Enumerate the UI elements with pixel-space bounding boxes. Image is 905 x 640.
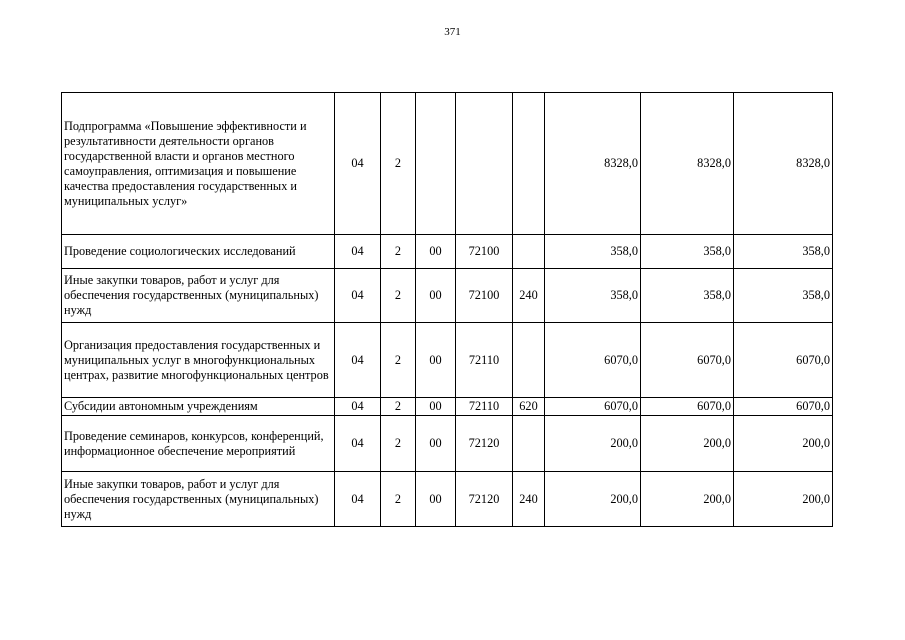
row-name: Организация предоставления государственных и муниципальных услуг в многофункциональных центрах, развитие многофункциональных центров: [62, 323, 335, 398]
cell-c5: [513, 323, 545, 398]
cell-c3: 00: [416, 472, 456, 527]
row-name: Проведение семинаров, конкурсов, конференций, информационное обеспечение мероприятий: [62, 416, 335, 472]
cell-c3: 00: [416, 323, 456, 398]
cell-c5: 620: [513, 398, 545, 416]
cell-c4: 72100: [456, 235, 513, 269]
table-row: [62, 416, 833, 472]
table-row: [62, 398, 833, 416]
cell-c3: 00: [416, 416, 456, 472]
row-name: Проведение социологических исследований: [62, 235, 335, 269]
cell-v2: 358,0: [641, 235, 734, 269]
cell-c5: [513, 235, 545, 269]
cell-v3: 358,0: [734, 235, 833, 269]
cell-v2: 6070,0: [641, 323, 734, 398]
cell-v3: 200,0: [734, 472, 833, 527]
cell-c5: 240: [513, 472, 545, 527]
cell-c2: 2: [381, 416, 416, 472]
cell-v1: 200,0: [545, 416, 641, 472]
cell-v1: 358,0: [545, 269, 641, 323]
table-row: [62, 93, 833, 235]
budget-table: [61, 92, 833, 527]
table-row: [62, 472, 833, 527]
cell-c4: 72110: [456, 323, 513, 398]
cell-c1: 04: [335, 269, 381, 323]
row-name: Подпрограмма «Повышение эффективности и результативности деятельности органов государственной власти и органов местного самоуправления, оптимизация и повышение качества предоставления государственных и муниципальных услуг»: [62, 93, 335, 235]
cell-c3: 00: [416, 269, 456, 323]
cell-v3: 8328,0: [734, 93, 833, 235]
cell-c4: 72120: [456, 472, 513, 527]
cell-c2: 2: [381, 472, 416, 527]
cell-v3: 6070,0: [734, 398, 833, 416]
cell-c4: 72100: [456, 269, 513, 323]
cell-c1: 04: [335, 235, 381, 269]
cell-c3: 00: [416, 235, 456, 269]
cell-v1: 358,0: [545, 235, 641, 269]
cell-v2: 8328,0: [641, 93, 734, 235]
cell-c3: 00: [416, 398, 456, 416]
cell-c2: 2: [381, 269, 416, 323]
cell-c1: 04: [335, 398, 381, 416]
cell-v3: 200,0: [734, 416, 833, 472]
cell-c5: 240: [513, 269, 545, 323]
cell-c1: 04: [335, 93, 381, 235]
cell-v2: 200,0: [641, 416, 734, 472]
cell-v3: 358,0: [734, 269, 833, 323]
table-row: [62, 269, 833, 323]
cell-c4: 72120: [456, 416, 513, 472]
cell-c4: 72110: [456, 398, 513, 416]
cell-v2: 6070,0: [641, 398, 734, 416]
cell-v2: 358,0: [641, 269, 734, 323]
cell-c2: 2: [381, 235, 416, 269]
table-row: [62, 235, 833, 269]
row-name: Иные закупки товаров, работ и услуг для обеспечения государственных (муниципальных) нужд: [62, 472, 335, 527]
cell-c4: [456, 93, 513, 235]
cell-c2: 2: [381, 398, 416, 416]
cell-c3: [416, 93, 456, 235]
row-name: Субсидии автономным учреждениям: [62, 398, 335, 416]
cell-v3: 6070,0: [734, 323, 833, 398]
cell-c5: [513, 93, 545, 235]
cell-v1: 6070,0: [545, 323, 641, 398]
cell-v2: 200,0: [641, 472, 734, 527]
cell-v1: 200,0: [545, 472, 641, 527]
page-number: 371: [444, 26, 461, 38]
row-name: Иные закупки товаров, работ и услуг для обеспечения государственных (муниципальных) нужд: [62, 269, 335, 323]
table-row: [62, 323, 833, 398]
cell-c1: 04: [335, 416, 381, 472]
cell-c2: 2: [381, 93, 416, 235]
cell-v1: 8328,0: [545, 93, 641, 235]
cell-c1: 04: [335, 323, 381, 398]
cell-c1: 04: [335, 472, 381, 527]
cell-v1: 6070,0: [545, 398, 641, 416]
cell-c5: [513, 416, 545, 472]
cell-c2: 2: [381, 323, 416, 398]
